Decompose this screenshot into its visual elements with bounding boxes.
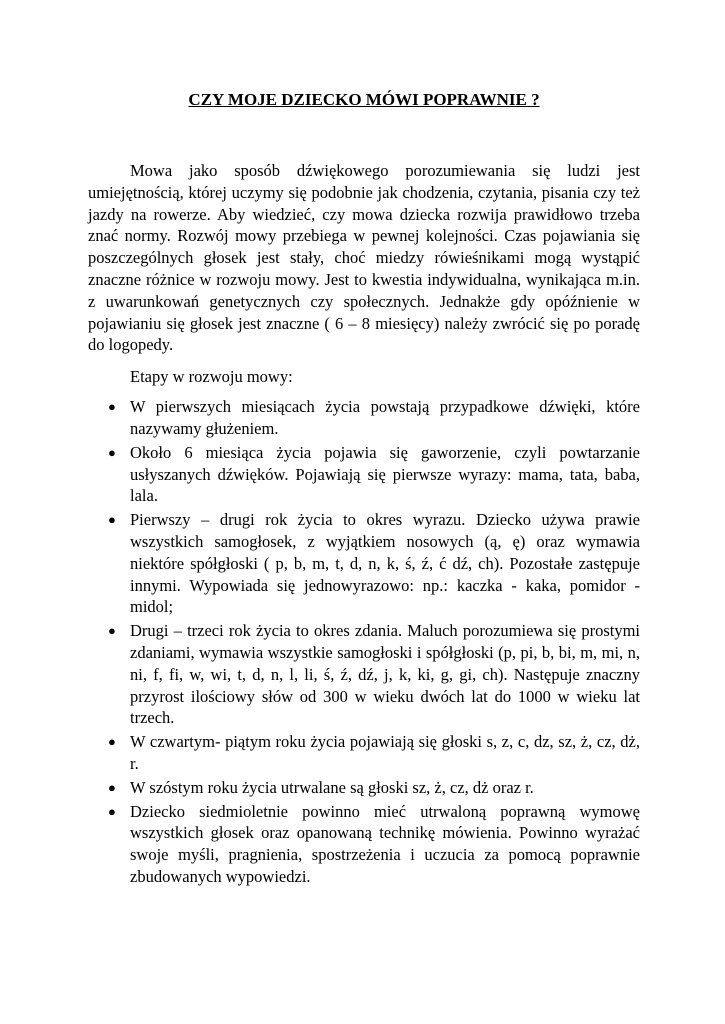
list-item-text: Pierwszy – drugi rok życia to okres wyrazu. Dziecko używa prawie wszystkich samogłosek, z wyjątkiem nosowych (ą, ę) oraz wymawia niektóre spółgłoski ( p, b, m, t, d, n, k, ś, ź, ć dź, ch). Pozostałe zastępuje innymi. Wypowiada się jednowyrazowo: np.: kaczka - kaka, pomidor - midol;: [130, 510, 640, 617]
bullet-icon: ●: [108, 444, 116, 460]
list-item-text: Dziecko siedmioletnie powinno mieć utrwaloną poprawną wymowę wszystkich głosek oraz opanowaną technikę mówienia. Powinno wyrażać swoje myśli, pragnienia, spostrzeżenia i uczucia za pomocą poprawnie zbudowanych wypowiedzi.: [130, 801, 640, 886]
bullet-icon: ●: [108, 734, 116, 750]
stages-heading: Etapy w rozwoju mowy:: [130, 367, 293, 387]
bullet-icon: ●: [108, 623, 116, 639]
list-item-text: W szóstym roku życia utrwalane są głoski sz, ż, cz, dż oraz r.: [130, 777, 534, 797]
intro-paragraph: Mowa jako sposób dźwiękowego porozumiewania się ludzi jest umiejętnością, której uczymy się podobnie jak chodzenia, czytania, pisania czy też jazdy na rowerze. Aby wiedzieć, czy mowa dziecka rozwija prawidłowo trzeba znać normy. Rozwój mowy przebiega w pewnej kolejności. Czas pojawiania się poszczególnych głosek jest stały, choć miedzy rówieśnikami mogą wystąpić znaczne różnice w rozwoju mowy. Jest to kwestia indywidualna, wynikająca m.in. z uwarunkowań genetycznych czy społecznych. Jednakże gdy opóźnienie w pojawianiu się głosek jest znaczne ( 6 – 8 miesięcy) należy zwrócić się po poradę do logopedy.: [88, 161, 640, 355]
list-item: [88, 442, 640, 507]
list-item: [88, 777, 640, 799]
list-item: [88, 620, 640, 729]
list-item-text: W czwartym- piątym roku życia pojawiają się głoski s, z, c, dz, sz, ż, cz, dż, r.: [130, 732, 640, 773]
bullet-icon: ●: [108, 512, 116, 528]
list-item: [88, 509, 640, 618]
list-item: [88, 801, 640, 888]
bullet-icon: ●: [108, 399, 116, 415]
page-title: CZY MOJE DZIECKO MÓWI POPRAWNIE ?: [188, 90, 540, 109]
list-item: [88, 731, 640, 775]
bullet-icon: ●: [108, 779, 116, 795]
list-item-text: Drugi – trzeci rok życia to okres zdania. Maluch porozumiewa się prostymi zdaniami, wymawia wszystkie samogłoski i spółgłoski (p, pi, b, bi, m, mi, n, ni, f, fi, w, wi, t, d, n, l, li, ś, ź, dź, j, k, ki, g, gi, ch). Następuje znaczny przyrost ilościowy słów od 300 w wieku dwóch lat do 1000 w wieku lat trzech.: [130, 621, 640, 728]
bullet-icon: ●: [108, 803, 116, 819]
list-item-text: Około 6 miesiąca życia pojawia się gaworzenie, czyli powtarzanie usłyszanych dźwięków. Pojawiają się pierwsze wyrazy: mama, tata, baba, lala.: [130, 442, 640, 506]
list-item-text: W pierwszych miesiącach życia powstają przypadkowe dźwięki, które nazywamy głużeniem.: [130, 397, 640, 438]
list-item: [88, 396, 640, 440]
stages-list: [88, 396, 640, 888]
